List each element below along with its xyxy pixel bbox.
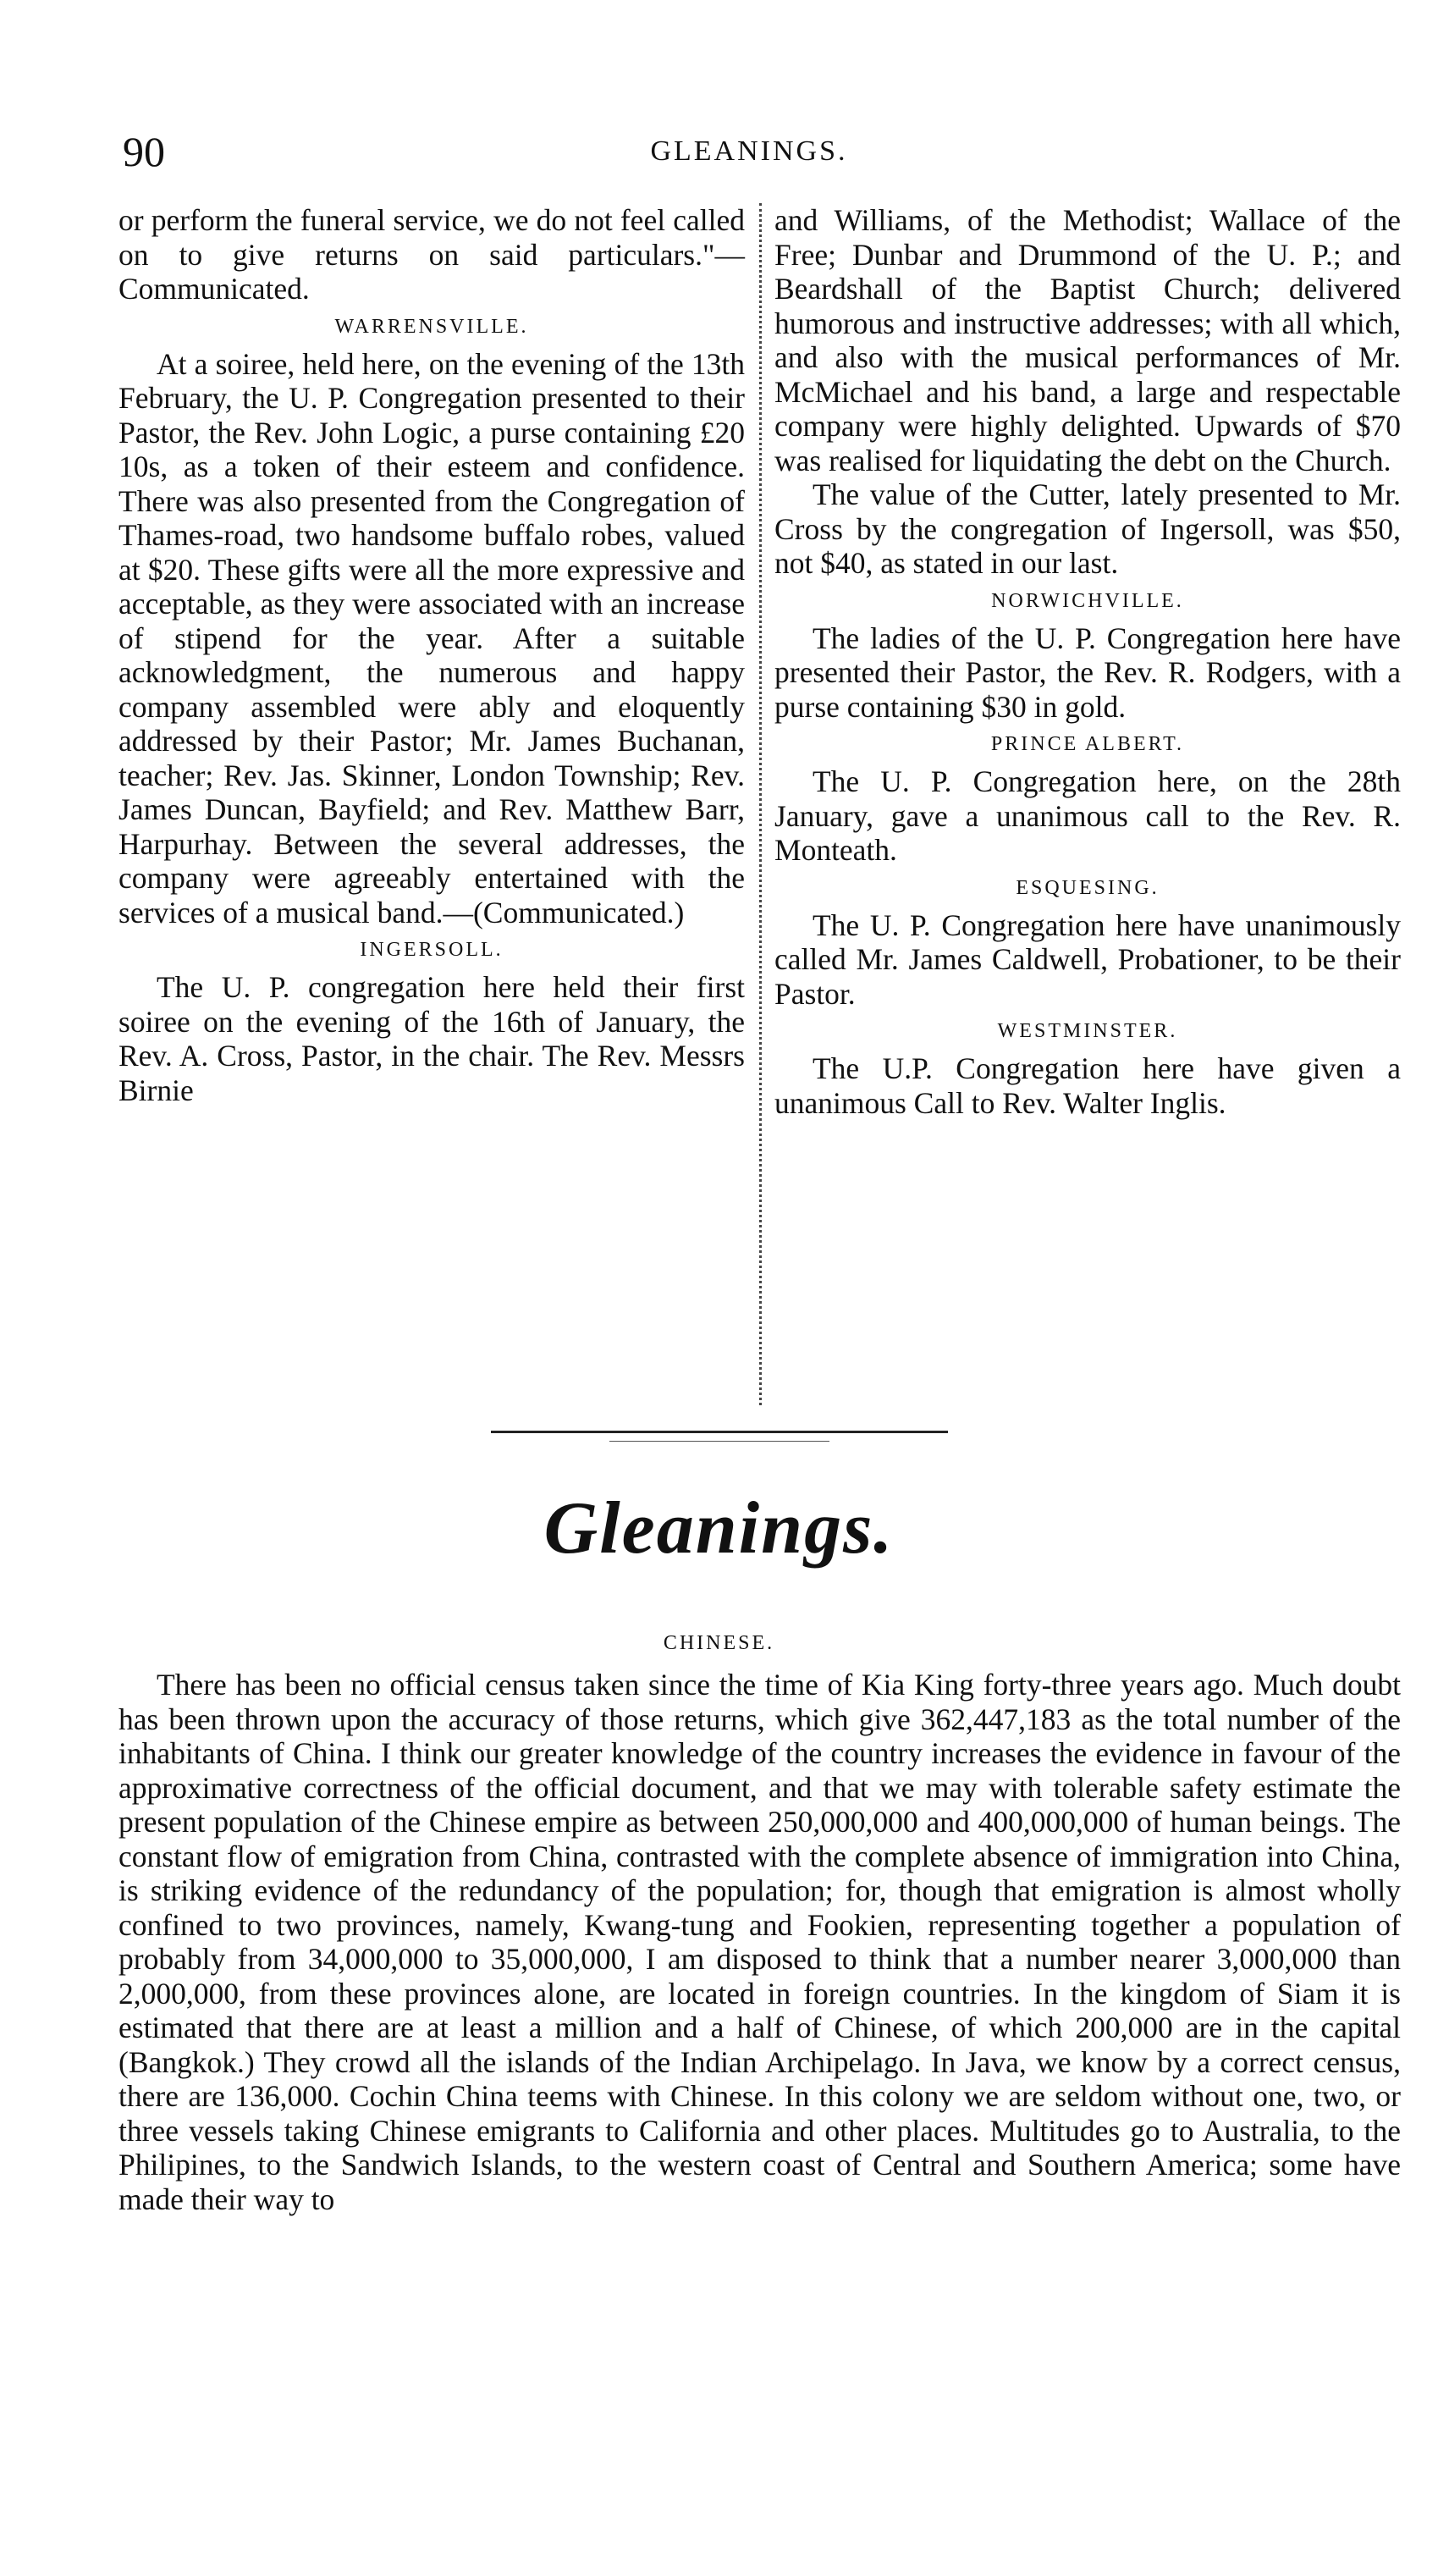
left-paragraph-2: At a soiree, held here, on the evening of the 13th February, the U. P. Congregation presented to their Pastor, the Rev. John Logic, a purse containing £20 10s, as a token of their esteem and confidence. There was also presented from the Congregation of Thames-road, two handsome buffalo robes, valued at $20. These gifts were all the more expressive and acceptable, as they were associated with an increase of stipend for the year. After a suitable acknowledgment, the numerous and happy company assembled were ably and eloquently addressed by their Pastor; Mr. James Buchanan, teacher; Rev. Jas. Skinner, London Township; Rev. James Duncan, Bayfield; and Rev. Matthew Barr, Harpurhay. Between the several addresses, the company were agreeably entertained with the services of a musical band.—(Communicated.) [118,346,745,929]
right-paragraph-3: The ladies of the U. P. Congregation here have presented their Pastor, the Rev. R. Rodgers, with a purse containing $30 in gold. [774,621,1401,724]
right-paragraph-5: The U. P. Congregation here have unanimously called Mr. James Caldwell, Probationer, to be their Pastor. [774,907,1401,1011]
right-paragraph-6: The U.P. Congregation here have given a unanimous Call to Rev. Walter Inglis. [774,1051,1401,1120]
section-head-warrensville: WARRENSVILLE. [334,315,529,338]
gleanings-paragraph: There has been no official census taken since the time of Kia King forty-three years ago. Much doubt has been thrown upon the accuracy of those returns, which give 362,447,183 as the total number of the inhabitants of China. I think our greater knowledge of the country increases the evidence in favour of the approximative correctness of the official document, and that we may with tolerable safety estimate the present population of the Chinese empire as between 250,000,000 and 400,000,000 of human beings. The constant flow of emigration from China, contrasted with the complete absence of immigration into China, is striking evidence of the redundancy of the population; for, though that emigration is almost wholly confined to two provinces, namely, Kwang-tung and Fookien, representing together a population of probably from 34,000,000 to 35,000,000, I am disposed to think that a number nearer 3,000,000 than 2,000,000, from these provinces alone, are located in foreign countries. In the kingdom of Siam it is estimated that there are at least a million and a half of Chinese, of which 200,000 are in the capital (Bangkok.) They crowd all the islands of the Indian Archipelago. In Java, we know by a correct census, there are 136,000. Cochin China teems with Chinese. In this colony we are seldom without one, two, or three vessels taking Chinese emigrants to California and other places. Multitudes go to Australia, to the Philipines, to the Sandwich Islands, to the western coast of Central and Southern America; some have made their way to [118,1668,1401,2216]
section-rule-thin [609,1441,829,1442]
left-paragraph-1: or perform the funeral service, we do not feel called on to give returns on said particulars."—Communicated. [118,203,745,306]
column-divider [759,203,762,1405]
section-rule [491,1431,948,1433]
right-paragraph-4: The U. P. Congregation here, on the 28th January, gave a unanimous call to the Rev. R. Monteath. [774,764,1401,867]
section-head-esquesing: ESQUESING. [1016,876,1160,899]
section-head-chinese: CHINESE. [663,1632,775,1654]
running-head: GLEANINGS. [650,135,848,167]
page-number: 90 [123,128,165,175]
left-paragraph-3: The U. P. congregation here held their first soiree on the evening of the 16th of January, the Rev. A. Cross, Pastor, in the chair. The Rev. Messrs Birnie [118,970,745,1107]
gleanings-title: Gleanings. [543,1487,895,1569]
left-column [118,203,745,1107]
right-paragraph-1: and Williams, of the Methodist; Wallace of the Free; Dunbar and Drummond of the U. P.; and Beardshall of the Baptist Church; delivered humorous and instructive addresses; with all which, and also with the musical performances of Mr. McMichael and his band, a large and respectable company were highly delighted. Upwards of $70 was realised for liquidating the debt on the Church. [774,203,1401,477]
section-head-prince-albert: PRINCE ALBERT. [990,733,1185,755]
section-head-norwichville: NORWICHVILLE. [991,589,1184,612]
right-paragraph-2: The value of the Cutter, lately presented to Mr. Cross by the congregation of Ingersoll, was $50, not $40, as stated in our last. [774,477,1401,580]
section-head-ingersoll: INGERSOLL. [360,939,504,961]
section-head-westminster: WESTMINSTER. [997,1020,1178,1042]
gleanings-body [118,1668,1401,2216]
right-column [774,203,1401,1120]
page-header [123,127,1375,178]
